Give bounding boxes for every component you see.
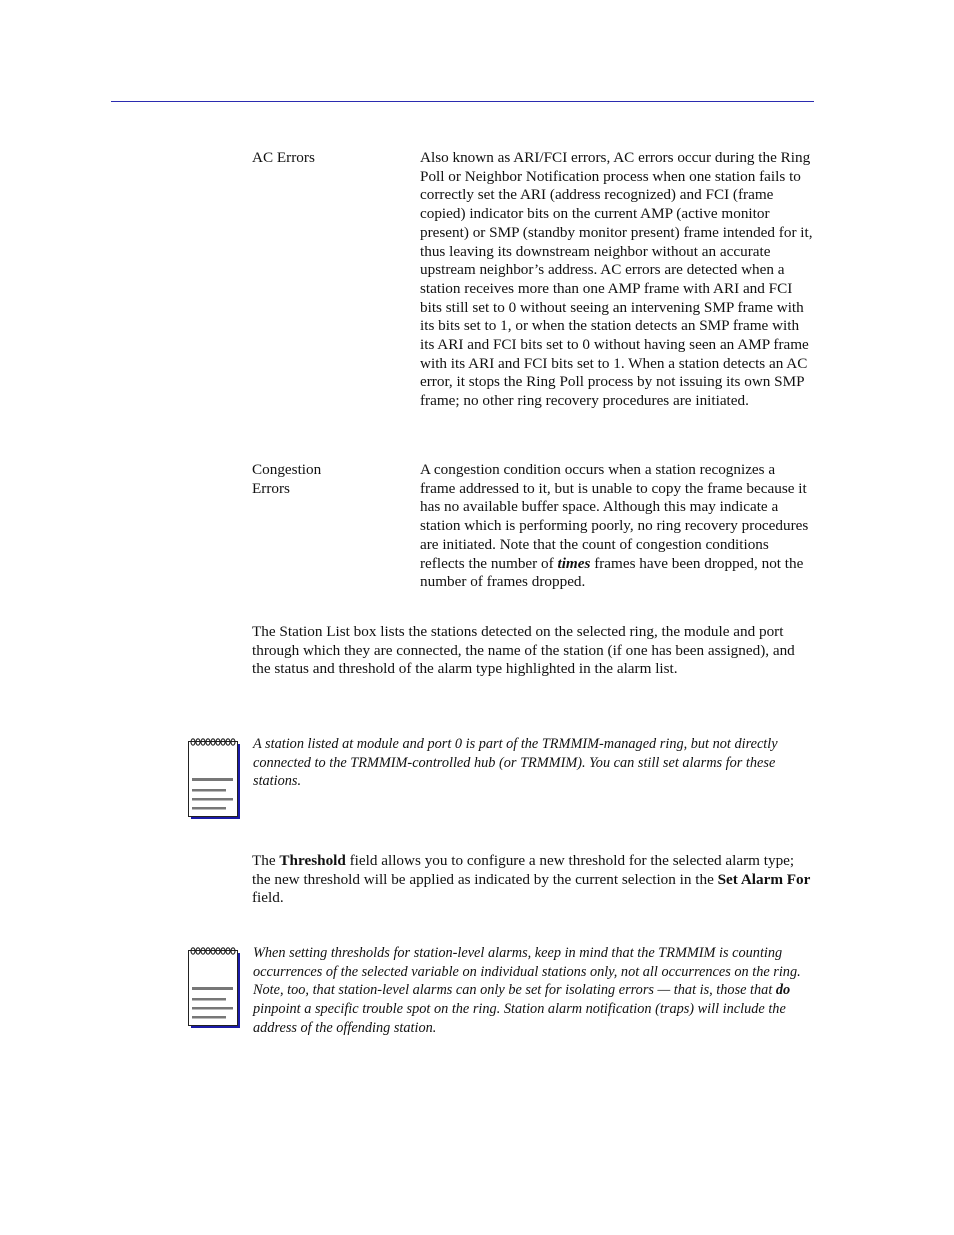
- header-rule: [111, 101, 814, 102]
- station-list-paragraph: The Station List box lists the stations detected on the selected ring, the module and port through which they are connected, the name of the station (if one has been assigned), and the status and threshold of the alarm type highlighted in the alarm list.: [252, 623, 795, 678]
- note-icon: [188, 947, 242, 1034]
- note-icon: [188, 738, 242, 825]
- threshold-text-3: field.: [252, 889, 284, 907]
- note-2-text-after: pinpoint a specific trouble spot on the ring. Station alarm notification (traps) will include the address of the offending station.: [253, 1001, 786, 1036]
- description-congestion-errors: [420, 461, 814, 592]
- desc-text-before: A congestion condition occurs when a station recognizes a frame addressed to it, but is unable to copy the frame because it has no available buffer space. Although this may indicate a station which is performing poorly, no ring recovery procedures are initiated. Note that the count of congestion conditions reflects the number of: [420, 461, 809, 572]
- desc-text-after: frames have been dropped, not the number of frames dropped.: [420, 554, 804, 591]
- threshold-text-2: field allows you to configure a new threshold for the selected alarm type; the new threshold will be applied as indicated by the current selection in the: [252, 852, 795, 888]
- threshold-text-1: The: [252, 852, 280, 869]
- note-2-text-before: When setting thresholds for station-level alarms, keep in mind that the TRMMIM is counting occurrences of the selected variable on individual stations only, not all occurrences on the ring. Note, too, that station-level alarms can only be set for isolating errors — that is, those that: [253, 945, 801, 999]
- term-line-2: Errors: [252, 479, 290, 497]
- note-2-text: [253, 944, 813, 1038]
- threshold-paragraph: [252, 852, 814, 908]
- note-1-text: A station listed at module and port 0 is part of the TRMMIM-managed ring, but not directly connected to the TRMMIM-controlled hub (or TRMMIM). You can still set alarms for these stations.: [253, 736, 778, 790]
- desc-emphasis: times: [557, 554, 591, 572]
- term-line-1: Congestion: [252, 461, 322, 478]
- term-ac-errors: AC Errors: [252, 149, 315, 166]
- set-alarm-for-field-name: Set Alarm For: [717, 870, 811, 888]
- description-ac-errors: Also known as ARI/FCI errors, AC errors occur during the Ring Poll or Neighbor Notification process when one station fails to correctly set the ARI (address recognized) and FCI (frame copied) indicator bits on the current AMP (active monitor present) or SMP (standby monitor present) frame intended for it, thus leaving its downstream neighbor without an accurate upstream neighbor’s address. AC errors are detected when a station receives more than one AMP frame with ARI and FCI bits still set to 0 without seeing an intervening SMP frame with its bits set to 1, or when the station detects an SMP frame with its ARI and FCI bits set to 0 without having seen an AMP frame with its ARI and FCI bits set to 1. When a station detects an AC error, it stops the Ring Poll process by not issuing its own SMP frame; no other ring recovery procedures are initiated.: [420, 149, 813, 410]
- term-congestion-errors: [252, 461, 402, 498]
- threshold-field-name: Threshold: [279, 852, 346, 869]
- note-2-emphasis: do: [775, 982, 791, 999]
